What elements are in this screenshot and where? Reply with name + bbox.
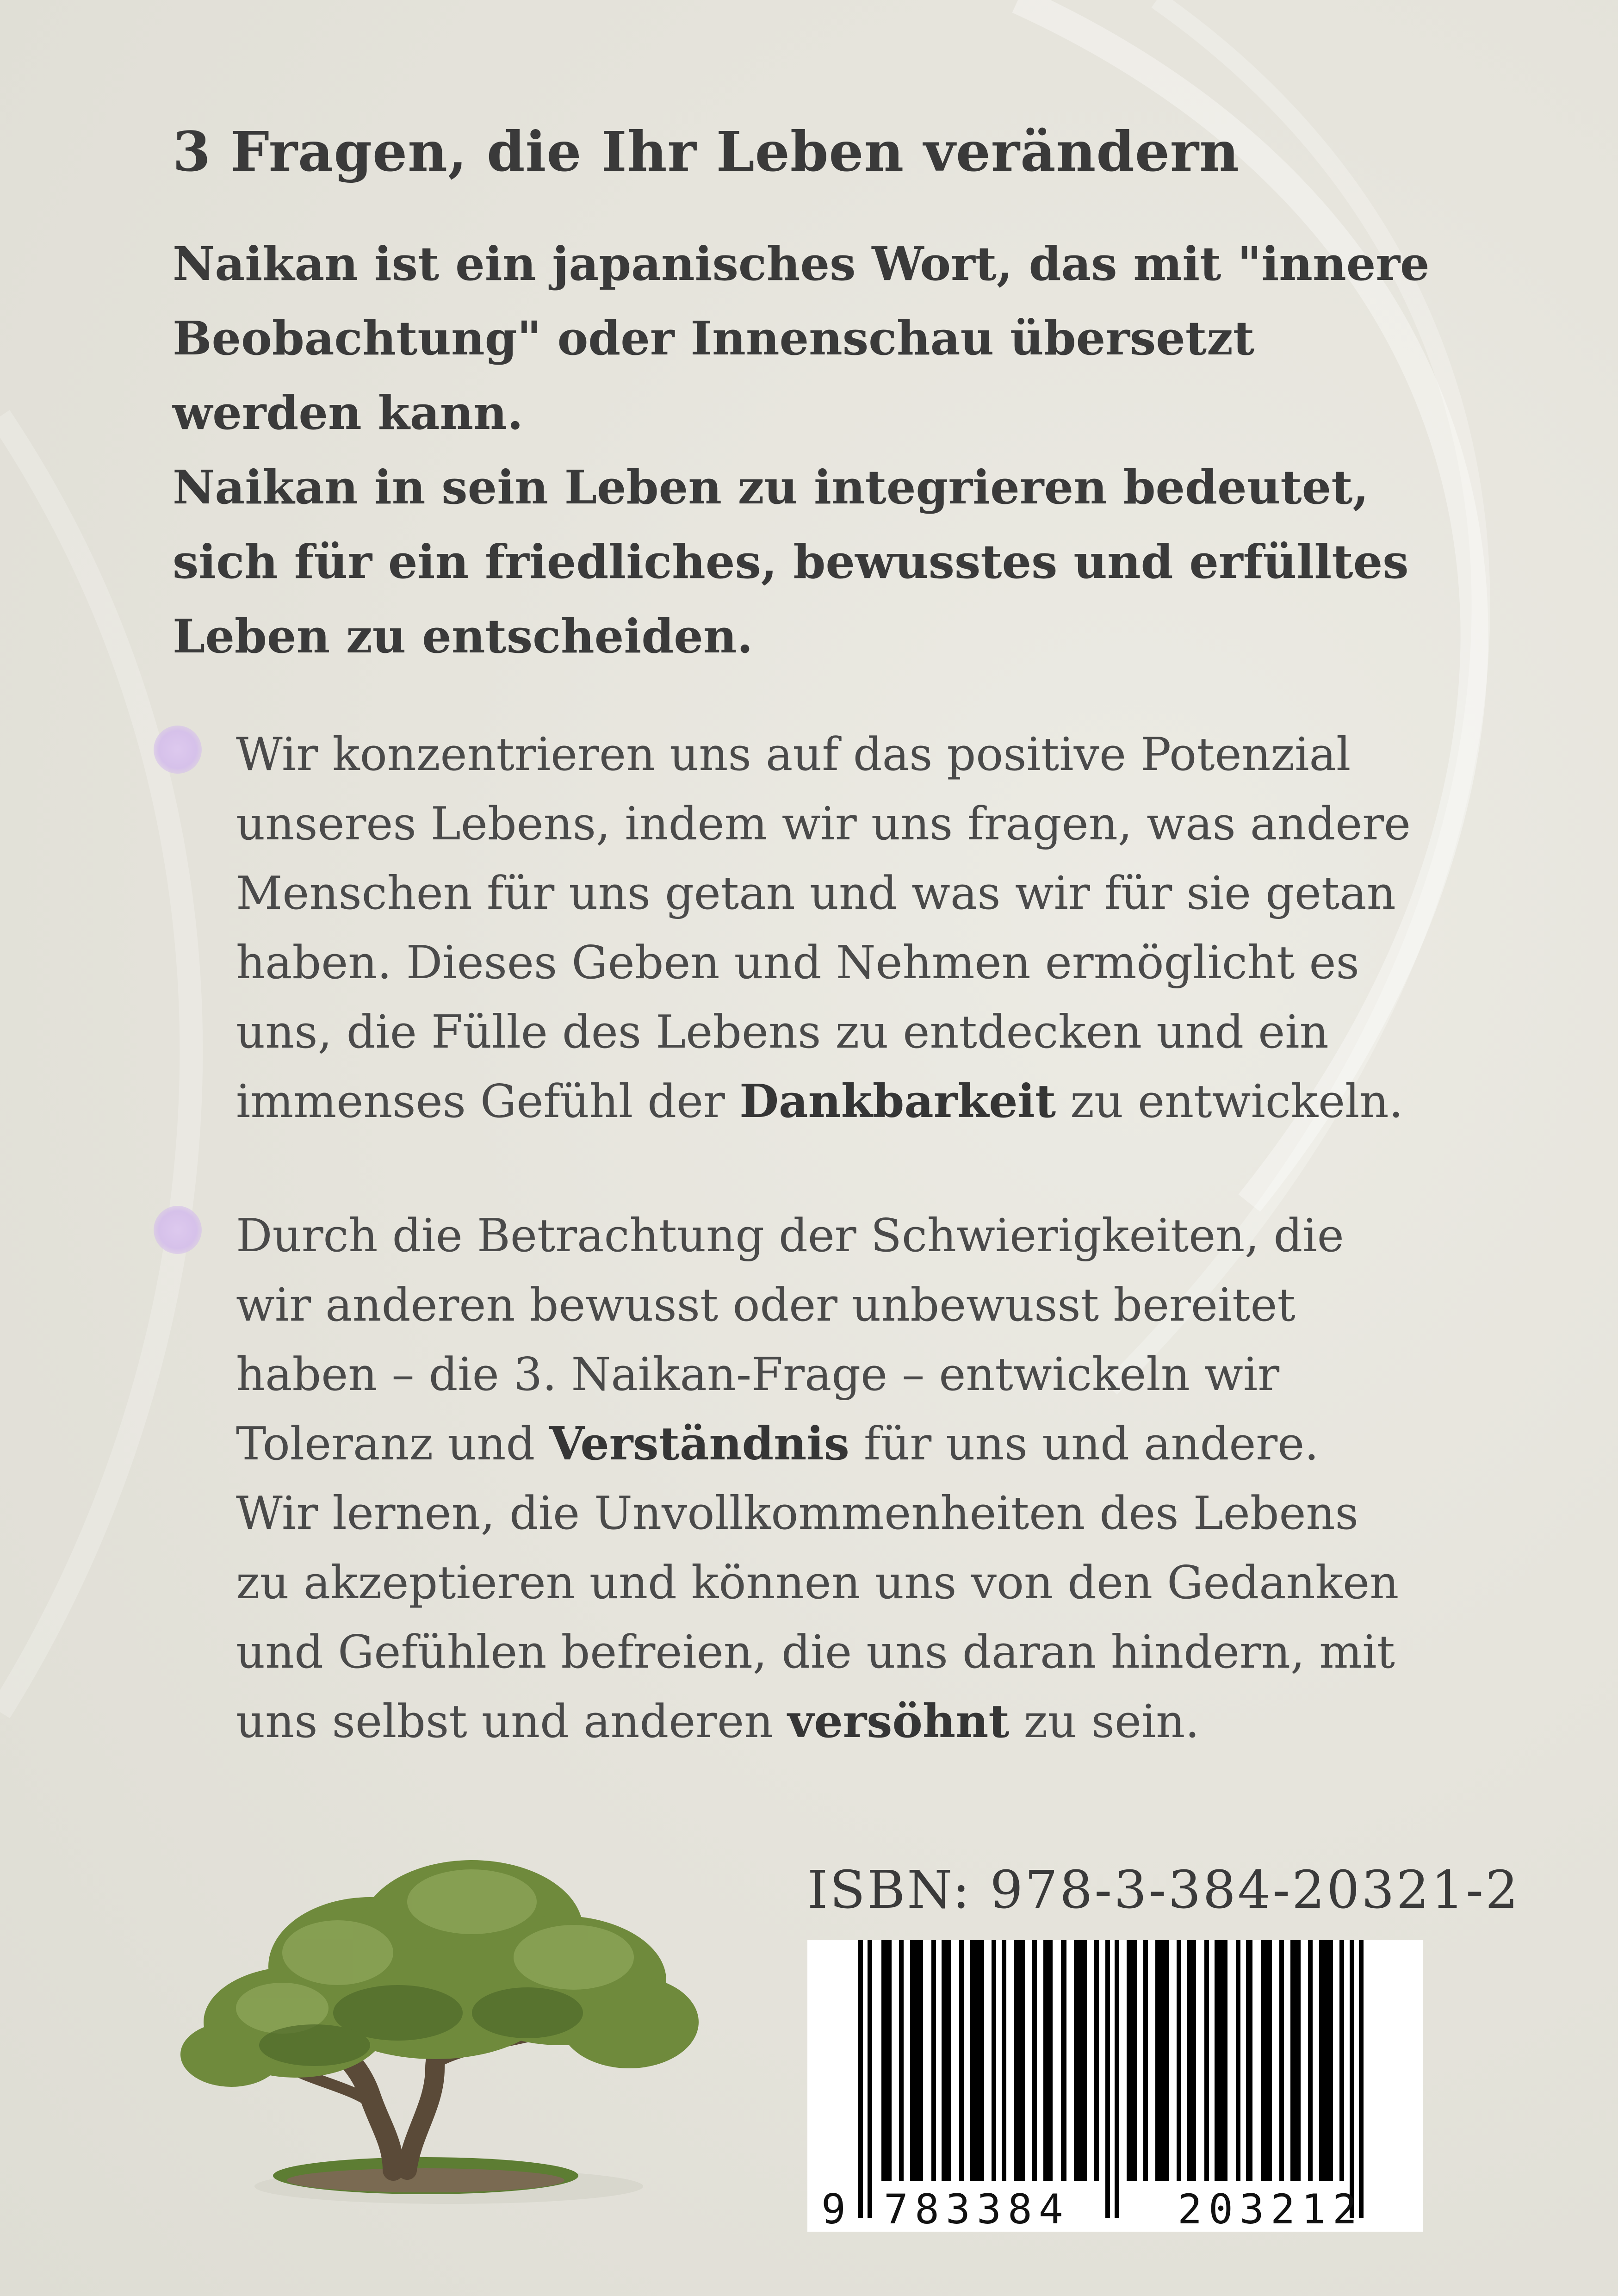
intro-line: Naikan in sein Leben zu integrieren bedeutet, [173, 460, 1369, 515]
bullet-text: für uns und andere. [849, 1418, 1319, 1471]
bullet-line: haben – die 3. Naikan-Frage – entwickeln wir [236, 1348, 1280, 1401]
bullet-line: Wir lernen, die Unvollkommenheiten des Lebens [236, 1487, 1358, 1540]
intro-line: werden kann. [173, 385, 523, 440]
bullet-line: haben. Dieses Geben und Nehmen ermöglicht es [236, 937, 1359, 989]
bullet-line [236, 1687, 1508, 1756]
bullet-line: Wir konzentrieren uns auf das positive Potenzial [236, 728, 1351, 781]
intro-line: sich für ein friedliches, bewusstes und erfülltes [173, 534, 1409, 589]
bullet-line [236, 1409, 1508, 1479]
intro-line: Beobachtung" oder Innenschau übersetzt [173, 311, 1255, 366]
intro-line: Naikan ist ein japanisches Wort, das mit "innere [173, 236, 1430, 291]
bullet-text: immenses Gefühl der [236, 1075, 740, 1128]
emphasis-dankbarkeit: Dankbarkeit [739, 1075, 1056, 1128]
emphasis-verstaendnis: Verständnis [549, 1417, 849, 1471]
bullet-line: wir anderen bewusst oder unbewusst bereitet [236, 1279, 1296, 1332]
page-title: 3 Fragen, die Ihr Leben verändern [173, 119, 1240, 184]
bullet-paragraph-1 [236, 720, 1508, 1136]
bullet-line: unseres Lebens, indem wir uns fragen, was andere [236, 798, 1411, 850]
bullet-text: uns selbst und anderen [236, 1695, 788, 1748]
bullet-line: Menschen für uns getan und was wir für sie getan [236, 867, 1396, 920]
bullet-dot-icon [154, 1206, 202, 1254]
bullet-line: uns, die Fülle des Lebens zu entdecken und ein [236, 1006, 1329, 1059]
emphasis-versoehnt: versöhnt [787, 1695, 1010, 1748]
bullet-line: Durch die Betrachtung der Schwierigkeiten, die [236, 1210, 1344, 1262]
intro-line: Leben zu entscheiden. [173, 609, 753, 664]
barcode-left-digits: 783384 [884, 2185, 1070, 2233]
bullet-line [236, 1067, 1508, 1136]
isbn-label: ISBN: 978-3-384-20321-2 [807, 1860, 1520, 1920]
barcode-lead-digit: 9 [821, 2185, 846, 2233]
intro-paragraph [173, 227, 1430, 674]
bullet-line: und Gefühlen befreien, die uns daran hindern, mit [236, 1626, 1395, 1679]
tree-illustration [176, 1846, 722, 2207]
bullet-text: zu sein. [1009, 1695, 1200, 1748]
bullet-dot-icon [154, 726, 202, 774]
bullet-text: zu entwickeln. [1056, 1075, 1403, 1128]
bullet-line: zu akzeptieren und können uns von den Gedanken [236, 1557, 1399, 1609]
barcode [807, 1940, 1423, 2232]
bullet-text: Toleranz und [236, 1418, 550, 1471]
barcode-right-digits: 203212 [1178, 2185, 1364, 2233]
bullet-paragraph-2 [236, 1201, 1508, 1756]
